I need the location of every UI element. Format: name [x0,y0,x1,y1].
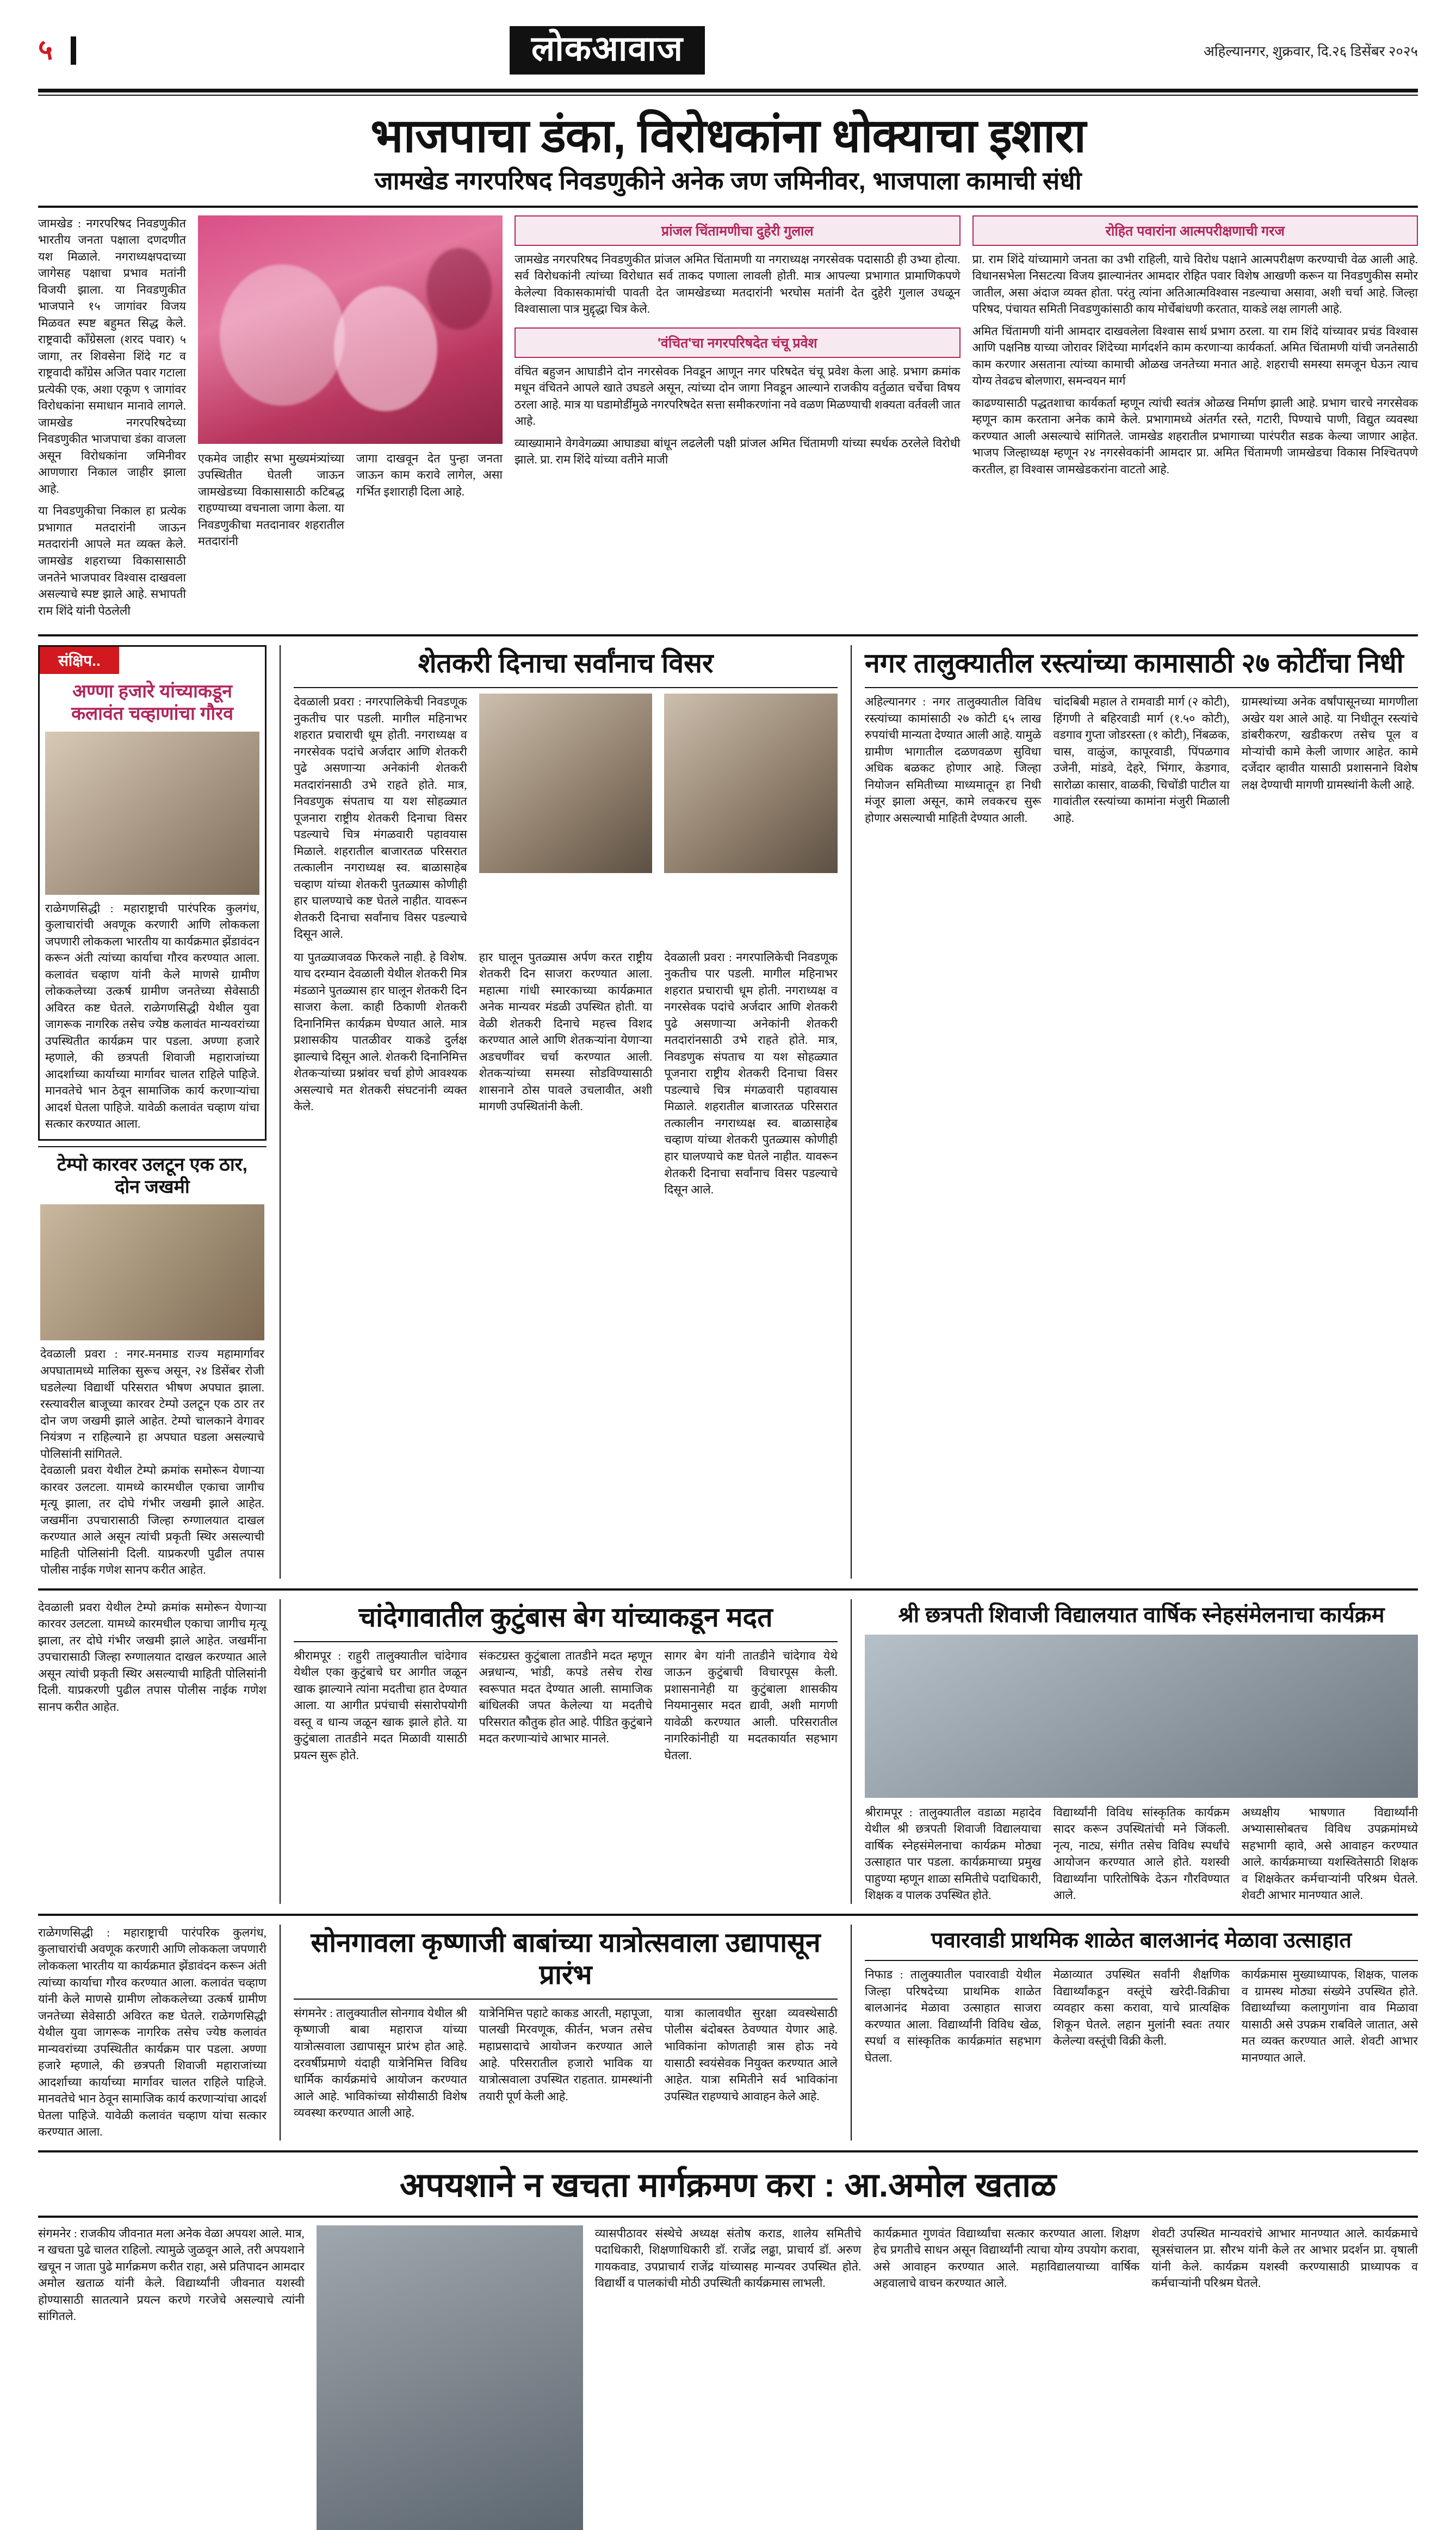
lead-column-1 [38,215,186,624]
lead-box-column-1 [515,215,961,624]
section-divider-2 [38,1588,1418,1591]
lead-subheadline: जामखेड नगरपरिषद निवडणुकीने अनेक जण जमिनीवर, भाजपाला कामाची संधी [374,166,1082,195]
pawarwadi-headline: पवारवाडी प्राथमिक शाळेत बालआनंद मेळावा उत्साहात [931,1928,1352,1952]
masthead-rule-thin [38,95,1418,96]
krishnaji-col-1: संगमनेर : तालुक्यातील सोनगाव येथील श्री कृष्णाजी बाबा महाराज यांच्या यात्रोत्सवाला उद्यापासून प्रारंभ होत आहे. दरवर्षीप्रमाणे यंदाही यात्रेनिमित्त विविध धार्मिक कार्यक्रमांचे आयोजन करण्यात आले आहे. भाविकांच्या सोयीसाठी विशेष व्यवस्था करण्यात आली आहे. [294,2006,467,2120]
shivaji-school-col-3: अध्यक्षीय भाषणात विद्यार्थ्यांनी अभ्यासासोबतच विविध उपक्रमांमध्ये सहभागी व्हावे, असे आवाहन करण्यात आले. कार्यक्रमाच्या यशस्वितेसाठी शिक्षक व शिक्षकेतर कर्मचाऱ्यांनी परिश्रम घेतले. शेवटी आभार मानण्यात आले. [1241,1805,1418,1902]
lead-article [38,215,1418,624]
brief-tag: संक्षिप.. [40,647,119,674]
bottom-col-1: संगमनेर : राजकीय जीवनात मला अनेक वेळा अपयश आले. मात्र, न खचता पुढे चालत राहिलो. त्यामुळे जुळवून आले, तरी अपयशाने खचून न जाता पुढे मार्गक्रमण करीत राहा, असे प्रतिपादन आमदार अमोल खताळ यांनी केले. विद्यार्थ्यांनी जीवनात यशस्वी होण्यासाठी सातत्याने प्रयत्न करणे गरजेचे असल्याचे त्यांनी सांगितले. [38,2226,305,2323]
brief-body-continued: देवळाली प्रवरा येथील टेम्पो क्रमांक समोरून येणाऱ्या कारवर उलटला. यामध्ये कारमधील एकाचा जागीच मृत्यू झाला, तर दोघे गंभीर जखमी झाले आहेत. जखमींना उपचारासाठी जिल्हा रुग्णालयात दाखल करण्यात आले असून त्यांची प्रकृती स्थिर असल्याची माहिती पोलिसांनी दिली. याप्रकरणी पुढील तपास पोलीस नाईक गणेश सानप करीत आहेत. [38,1600,267,1714]
box-headline-rohit: रोहित पवारांना आत्मपरीक्षणाची गरज [972,215,1418,246]
road-fund-rule [865,687,1418,688]
brief-divider [38,1146,267,1147]
column-rule-4 [851,1599,852,1904]
lead-col1-para1: जामखेड : नगरपरिषद निवडणुकीत भारतीय जनता पक्षाला दणदणीत यश मिळाले. नगराध्यक्षपदाच्या जागेसह पक्षाचा प्रभाव मतांनी विजयी झाला. या निवडणुकीत भाजपाने १५ जागांवर विजय मिळवत स्पष्ट बहुमत सिद्ध केले. राष्ट्रवादी काँग्रेसला (शरद पवार) ५ जागा, तर शिवसेना शिंदे गट व राष्ट्रवादी काँग्रेस अजित पवार गटाला प्रत्येकी एक, अशा एकूण ९ जागांवर विरोधकांना समाधान मानावे लागले. जामखेड नगरपरिषदेच्या निवडणुकीत भाजपाचा डंका वाजला असून विरोधकांना जमिनीवर आणणारा निकाल जाहीर झाला आहे. [38,216,186,496]
lead-headline: भाजपाचा डंका, विरोधकांना धोक्याचा इशारा [370,110,1086,163]
column-rule-6 [851,1925,852,2141]
road-fund-article [865,645,1418,1579]
shivaji-school-headline: श्री छत्रपती शिवाजी विद्यालयात वार्षिक स्नेहसंमेलनाचा कार्यक्रम [898,1603,1385,1627]
farmer-day-col-1: देवळाली प्रवरा : नगरपालिकेची निवडणूक नुकतीच पार पडली. मागील महिनाभर शहरात प्रचाराची धूम होती. नगराध्यक्ष व नगरसेवक पदांचे अर्जदार आणि शेतकरी पुढे असणाऱ्या अनेकांनी शेतकरी मतदारांनसाठी उभे राहते होते. मात्र, निवडणुक संपताच या यश सोहळ्यात पूजनारा राष्ट्रीय शेतकरी दिनाचा विसर पडल्याचे चित्र मंगळवारी पहावयास मिळाले. शहरातील बाजारतळ परिसरात तत्कालीन नगराध्यक्ष स्व. बाळासाहेब चव्हाण यांच्या शेतकरी पुतळ्यास कोणीही हार घालण्याचे कष्ट घेतले नाहीत. यावरून शेतकरी दिनाचा सर्वांनाच विसर पडल्याचे दिसून आले. [294,695,467,941]
box-body-vanchit-2: व्याख्यामाने वेगवेगळ्या आघाड्या बांधून लढलेली पक्षी प्रांजल अमित चिंतामणी यांच्या स्पर्धक ठरलेले विरोधी झाले. प्रा. राम शिंदे यांच्या वतीने माजी [515,436,961,467]
farmer-day-article [294,645,838,1579]
section-divider-4 [38,2150,1418,2152]
mid-zone-2 [38,1599,1418,1904]
krishnaji-headline: सोनगावला कृष्णाजी बाबांच्या यात्रोत्सवाला उद्यापासून प्रारंभ [311,1927,821,1990]
bottom-col-4: शेवटी उपस्थित मान्यवरांचे आभार मानण्यात आले. कार्यक्रमाचे सूत्रसंचालन प्रा. सौरभ यांनी केले तर आभार प्रदर्शन प्रा. वृषाली यांनी केले. कार्यक्रम यशस्वी करण्यासाठी प्राध्यापक व कर्मचाऱ्यांनी परिश्रम घेतले. [1151,2226,1418,2290]
lead-box-column-2 [972,215,1418,624]
column-rule-2 [851,645,852,1579]
box-body-vanchit: वंचित बहुजन आघाडीने दोन नगरसेवक निवडून आणून नगर परिषदेत चंचू प्रवेश केला आहे. प्रभाग क्रमांक मधून वंचितने आपले खाते उघडले असून, त्यांच्या दोन जागा निवडून आल्याने राजकीय वर्तुळात चर्चेचा विषय ठरला आहे. मात्र या घडामोडींमुळे नगरपरिषदेत सत्ता समीकरणांना नवे वळण मिळण्याची शक्यता वर्तवली जात आहे. [515,364,961,428]
column-rule-3 [280,1599,281,1904]
krishnaji-col-3: यात्रा कालावधीत सुरक्षा व्यवस्थेसाठी पोलीस बंदोबस्त ठेवण्यात येणार आहे. भाविकांना कोणताही त्रास होऊ नये यासाठी स्वयंसेवक नियुक्त करण्यात आले आहेत. यात्रा समितीने सर्व भाविकांना उपस्थित राहण्याचे आवाहन केले आहे. [664,2006,838,2103]
farmer-day-col-4: देवळाली प्रवरा : नगरपालिकेची निवडणूक नुकतीच पार पडली. मागील महिनाभर शहरात प्रचाराची धूम होती. नगराध्यक्ष व नगरसेवक पदांचे अर्जदार आणि शेतकरी पुढे असणाऱ्या अनेकांनी शेतकरी मतदारांनसाठी उभे राहते होते. मात्र, निवडणुक संपताच या यश सोहळ्यात पूजनारा राष्ट्रीय शेतकरी दिनाचा विसर पडल्याचे चित्र मंगळवारी पहावयास मिळाले. शहरातील बाजारतळ परिसरात तत्कालीन नगराध्यक्ष स्व. बाळासाहेब चव्हाण यांच्या शेतकरी पुतळ्यास कोणीही हार घालण्याचे कष्ट घेतले नाहीत. यावरून शेतकरी दिनाचा सर्वांनाच विसर पडल्याचे दिसून आले. [664,950,838,1197]
farmer-day-photo [479,694,653,873]
farmer-day-rule [294,687,838,688]
box-headline-pranjal: प्रांजल चिंतामणीचा दुहेरी गुलाल [515,215,961,246]
brief-body-anna: राळेगणसिद्धी : महाराष्ट्राची पारंपरिक कुलगंध, कुलाचारांची अवणूक करणारी आणि लोककला जपणारी लोककला भारतीय या कार्यक्रमात झेंडावंदन करून अंती त्यांच्या कार्याचा गौरव करण्यात आला. कलावंत चव्हाण यांनी केले माणसे ग्रामीण लोककलेच्या उत्कर्ष ग्रामीण जनतेच्या सेवेसाठी अविरत कष्ट घेतले. राळेगणसिद्धी येथील युवा जागरूक नागरिक तसेच ज्येष्ठ कलावंत मान्यवरांच्या उपस्थितीत कार्यक्रम पार पडला. अण्णा हजारे म्हणाले, की छत्रपती शिवाजी महाराजांच्या आदर्शाच्या कार्याच्या मार्गावर चालत राहिले पाहिजे. मानवतेचे भान ठेवून सामाजिक कार्य करणाऱ्यांचा आदर्श घेतला पाहिजे. यावेळी कलावंत चव्हाण यांचा सत्कार करण्यात आला. [45,901,259,1131]
farmer-day-photo-2 [664,694,838,873]
bag-help-article [294,1599,838,1904]
farmer-day-photo-wrap [479,694,653,943]
shivaji-school-col-1: श्रीरामपूर : तालुक्यातील वडाळा महादेव येथील श्री छत्रपती शिवाजी विद्यालयाचा वार्षिक स्नेहसंमेलनाचा कार्यक्रम मोठ्या उत्साहात पार पडला. कार्यक्रमाच्या प्रमुख पाहुण्या म्हणून शाळा समितीचे पदाधिकारी, शिक्षक व पालक उपस्थित होते. [865,1805,1042,1902]
box-body-rohit-2: अमित चिंतामणी यांनी आमदार दाखवलेला विश्वास सार्थ प्रभाग ठरला. या राम शिंदे यांच्यावर प्रचंड विश्वास आणि पक्षनिष्ठ याच्या जोरावर शिंदेच्या मार्गदर्शने काम करणाऱ्या कार्यकर्ता. अमित चिंतामणी यांची जनतेसाठी काम करणार असताना त्यांच्या कामाची ओळख जनतेच्या मनात आहे. शहराची समस्या समजून घेऊन त्याच योग्य तेवढच बोलणारा, समन्वयन मार्ग [972,324,1418,388]
bag-help-rule [294,1641,838,1642]
pawarwadi-article [865,1925,1418,2141]
brief-photo-anna [45,732,259,895]
pawarwadi-rule [865,1960,1418,1961]
section-divider-1 [38,634,1418,636]
farmer-day-col-3: हार घालून पुतळ्यास अर्पण करत राष्ट्रीय शेतकरी दिन साजरा करण्यात आला. महात्मा गांधी स्मारकाच्या कार्यक्रमात अनेक मान्यवर मंडळी उपस्थित होती. या वेळी शेतकरी दिनाचे महत्त्व विशद करण्यात आले आणि शेतकऱ्यांना येणाऱ्या अडचणींवर चर्चा करण्यात आली. शेतकऱ्यांच्या समस्या सोडविण्यासाठी शासनाने ठोस पावले उचलावीत, अशी मागणी उपस्थितांनी केली. [479,950,653,1114]
brief-column-continued [38,1599,267,1904]
lead-boxes [515,215,1418,624]
bottom-feature-photo [317,2225,583,2530]
page-number: ५ [38,36,76,65]
box-body-rohit-3: काढण्यासाठी पद्धतशाचा कार्यकर्ता म्हणून त्यांची स्वतंत्र ओळख निर्माण झाली आहे. प्रभाग चारचे नगरसेवक म्हणून काम करताना अनेक कामे केले. प्रभागामध्ये अंतर्गत रस्ते, गटारी, पिण्याचे पाणी, विद्युत व्यवस्था करण्यात आली असल्याचे सांगितले. जामखेड शहरातील प्रभागाच्या पारंपरीत सडक केल्या जाणार आहेत. भाजप जिल्हाध्यक्ष म्हणून २४ नगरसेवकांनी आमदार प्रा. अमित चिंतामणी जामखेडचा विकास निश्चितपणे करतील, हा विश्वास जामखेडकरांना वाटतो आहे. [972,396,1418,476]
mid-zone [38,645,1418,1579]
box-body-pranjal: जामखेड नगरपरिषद निवडणुकीत प्रांजल अमित चिंतामणी या नगराध्यक्ष नगरसेवक पदासाठी ही उभ्या होत्या. सर्व विरोधकांनी त्यांच्या विरोधात सर्व ताकद पणाला लावली होती. मात्र आपल्या प्रभागात प्रामाणिकपणे केलेल्या विकासकामांची पावती देत जामखेडच्या मतदारांनी भरघोस मतांनी देत दुहेरी गुलाल उधळून विश्वासाला पात्र मुद्दृद्धा चित्र केले. [515,252,961,316]
column-rule-5 [280,1925,281,2141]
bottom-col-3: कार्यक्रमात गुणवंत विद्यार्थ्यांचा सत्कार करण्यात आला. शिक्षण हेच प्रगतीचे साधन असून विद्यार्थ्यांनी त्याचा योग्य उपयोग करावा, असे आवाहन करण्यात आले. महाविद्यालयाच्या वार्षिक अहवालाचे वाचन करण्यात आले. [873,2226,1140,2290]
bag-help-col-1: श्रीरामपूर : राहुरी तालुक्यातील चांदेगाव येथील एका कुटुंबाचे घर आगीत जळून खाक झाल्याने त्यांना मदतीचा हात देण्यात आला. या आगीत प्रपंचाची संसारोपयोगी वस्तू व धान्य जळून खाक झाले होते. या कुटुंबाला तातडीने मदत मिळावी यासाठी प्रयत्न सुरू होते. [294,1649,467,1762]
pawarwadi-col-3: कार्यक्रमास मुख्याध्यापक, शिक्षक, पालक व ग्रामस्थ मोठ्या संख्येने उपस्थित होते. विद्यार्थ्यांच्या कलागुणांना वाव मिळावा यासाठी असे उपक्रम राबविले जातात, असे मत व्यक्त करण्यात आले. शेवटी आभार मानण्यात आले. [1241,1968,1418,2064]
lower-brief-body: राळेगणसिद्धी : महाराष्ट्राची पारंपरिक कुलगंध, कुलाचारांची अवणूक करणारी आणि लोककला जपणारी लोककला भारतीय या कार्यक्रमात झेंडावंदन करून अंती त्यांच्या कार्याचा गौरव करण्यात आला. कलावंत चव्हाण यांनी केले माणसे ग्रामीण लोककलेच्या उत्कर्ष ग्रामीण जनतेच्या सेवेसाठी अविरत कष्ट घेतले. राळेगणसिद्धी येथील युवा जागरूक नागरिक तसेच ज्येष्ठ कलावंत मान्यवरांच्या उपस्थितीत कार्यक्रम पार पडला. अण्णा हजारे म्हणाले, की छत्रपती शिवाजी महाराजांच्या आदर्शाच्या कार्याच्या मार्गावर चालत राहिले पाहिजे. मानवतेचे भान ठेवून सामाजिक कार्य करणाऱ्यांचा आदर्श घेतला पाहिजे. यावेळी कलावंत चव्हाण यांचा सत्कार करण्यात आला. [38,1926,267,2139]
masthead-rule [38,89,1418,92]
krishnaji-rule [294,1999,838,2000]
box-body-rohit: प्रा. राम शिंदे यांच्यामागे जनता का उभी राहिली, याचे विरोध पक्षाने आत्मपरीक्षण करण्याची वेळ आली आहे. विधानसभेला निसटत्या विजय झाल्यानंतर आमदार रोहित पवार विशेष आखणी करून या निवडणुकीस समोर जातील, असा अंदाज व्यक्त होता. परंतु त्यांना अतिआत्मविश्वास नडल्याचा असावा, अशी चर्चा आहे. जिल्हा परिषद, पंचायत समिती निवडणुकांसाठी काय मोर्चेबांधणी करतात, याकडे लक्ष लागली आहे. [972,252,1418,316]
krishnaji-col-2: यात्रेनिमित्त पहाटे काकड आरती, महापूजा, पालखी मिरवणूक, कीर्तन, भजन तसेच महाप्रसादाचे आयोजन करण्यात आले आहे. परिसरातील हजारो भाविक या यात्रोत्सवाला उपस्थित राहतात. ग्रामस्थांनी तयारी पूर्ण केली आहे. [479,2006,653,2103]
lead-photo-column [198,215,503,624]
bottom-feature-body [38,2225,1418,2530]
bottom-col-2: व्यासपीठावर संस्थेचे अध्यक्ष संतोष कराड, शालेय समितीचे पदाधिकारी, शिक्षणाधिकारी डॉ. राजेंद्र लढ्ढा, प्राचार्य डॉ. अरुण गायकवाड, उपप्राचार्य राजेंद्र यांच्यासह मान्यवर उपस्थित होते. विद्यार्थी व पालकांची मोठी उपस्थिती कार्यक्रमास लाभली. [594,2226,862,2290]
bottom-feature-headline: अपयशाने न खचता मार्गक्रमण करा : आ.अमोल खताळ [399,2166,1057,2204]
farmer-day-headline: शेतकरी दिनाचा सर्वांनाच विसर [418,648,714,679]
road-fund-headline: नगर तालुक्यातील रस्त्यांच्या कामासाठी २७ कोटींचा निधी [865,648,1404,679]
pawarwadi-col-1: निफाड : तालुक्यातील पवारवाडी येथील जिल्हा परिषदेच्या प्राथमिक शाळेत बालआनंद मेळावा उत्साहात साजरा करण्यात आला. विद्यार्थ्यांनी विविध खेळ, स्पर्धा व सांस्कृतिक कार्यक्रमांत सहभाग घेतला. [865,1968,1042,2064]
shivaji-school-col-2: विद्यार्थ्यांनी विविध सांस्कृतिक कार्यक्रम सादर करून उपस्थितांची मने जिंकली. नृत्य, नाट्य, संगीत तसेच विविध स्पर्धांचे आयोजन करण्यात आले होते. यशस्वी विद्यार्थ्यांना पारितोषिके देऊन गौरविण्यात आले. [1053,1805,1230,1902]
shivaji-school-article [865,1599,1418,1904]
section-divider-3 [38,1914,1418,1916]
road-fund-col-3: ग्रामस्थांच्या अनेक वर्षांपासूनच्या मागणीला अखेर यश आले आहे. या निधीतून रस्त्यांचे डांबरीकरण, खडीकरण तसेच पूल व मोऱ्यांची कामे केली जाणार आहेत. कामे दर्जेदार व्हावीत यासाठी प्रशासनाने विशेष लक्ष देण्याची मागणी ग्रामस्थांनी केली आहे. [1241,695,1418,791]
box-headline-vanchit: 'वंचित'चा नगरपरिषदेत चंचू प्रवेश [515,327,961,358]
lower-zone [38,1925,1418,2141]
bag-help-headline: चांदेगावातील कुटुंबास बेग यांच्याकडून मदत [358,1601,773,1632]
lead-photo-caption-1: एकमेव जाहीर सभा मुख्यमंत्र्यांच्या उपस्थितीत घेतली जाऊन जामखेडच्या विकासासाठी कटिबद्ध राहण्याच्या वचनाला जागा केला. या निवडणुकीचा मतदानावर शहरातील मतदारांनी [198,451,344,548]
brief-headline-anna: अण्णा हजारे यांच्याकडून कलावंत चव्हाणांचा गौरव [71,681,233,724]
brief-box [38,645,267,1141]
farmer-day-photo-wrap-2 [664,694,838,943]
farmer-day-col-2: या पुतळ्याजवळ फिरकले नाही. हे विशेष. याच दरम्यान देवळाली येथील शेतकरी मित्र मंडळाने पुतळ्यास हार घालून शेतकरी दिन साजरा केला. काही ठिकाणी शेतकरी दिनानिमित्त कार्यक्रम घेण्यात आले. मात्र प्रशासकीय पातळीवर याकडे दुर्लक्ष झाल्याचे दिसून आले. शेतकरी दिनानिमित्त शेतकऱ्यांच्या प्रश्नांवर चर्चा होणे आवश्यक असल्याचे मत शेतकरी संघटनांनी व्यक्त केले. [294,950,467,1114]
krishnaji-article [294,1925,838,2141]
lead-photo-caption-2: जागा दाखवून देत पुन्हा जनता जाऊन काम करावे लागेल, असा गर्भित इशाराही दिला आहे. [356,451,503,498]
pawarwadi-col-2: मेळाव्यात उपस्थित सर्वांनी शैक्षणिक विद्यार्थ्यांकडून वस्तूंचे खरेदी-विक्रीचा व्यवहार कसा करावा, याचे प्रात्यक्षिक शिकून घेतले. लहान मुलांनी स्वतः तयार केलेल्या वस्तूंची विक्री केली. [1053,1968,1230,2048]
column-rule-1 [280,645,281,1579]
masthead [38,0,1418,89]
road-fund-col-2: चांदबिबी महाल ते रामवाडी मार्ग (२ कोटी), हिंगणी ते बहिरवाडी मार्ग (१.५० कोटी), वडगाव गुप्ता जोडरस्ता (१ कोटी), निंबळक, चास, वाळुंज, कापूरवाडी, पिंपळगाव उजेनी, मांडवे, देहरे, भिंगार, केडगाव, सारोळा कासार, वाळकी, चिचोंडी पाटील या गावांतील रस्त्यांच्या कामांना मंजुरी मिळाली आहे. [1053,695,1230,825]
photo-figure-2 [334,286,437,411]
lead-divider [38,206,1418,208]
bag-help-col-2: संकटग्रस्त कुटुंबाला तातडीने मदत म्हणून अन्नधान्य, भांडी, कपडे तसेच रोख स्वरूपात मदत देण्यात आली. सामाजिक बांधिलकी जपत केलेल्या या मदतीचे परिसरात कौतुक होत आहे. पीडित कुटुंबाने मदत करणाऱ्यांचे आभार मानले. [479,1649,653,1746]
brief-column [38,645,267,1579]
lead-photo [198,215,503,444]
bottom-feature-rule [38,2216,1418,2218]
brief-body-tempo: देवळाली प्रवरा : नगर-मनमाड राज्य महामार्गावर अपघातामध्ये मालिका सुरूच असून, २४ डिसेंबर रोजी घडलेल्या विद्यार्थी परिसरात भीषण अपघात झाला. रस्त्यावरील बाजूच्या कारवर टेम्पो उलटून एक ठार तर दोन जण जखमी झाले आहेत. टेम्पो चालकाने वेगावर नियंत्रण न राहिल्याने हा अपघात घडला असल्याचे पोलिसांनी सांगितले. [40,1347,264,1461]
lead-col1-para2: या निवडणुकीचा निकाल हा प्रत्येक प्रभागात मतदारांनी जाऊन मतदारांनी आपले मत व्यक्त केले. जामखेड शहराच्या विकासासाठी जनतेने भाजपावर विश्वास दाखवला असल्याचे स्पष्ट झाले आहे. सभापती राम शिंदे यांनी पेठलेली [38,504,186,617]
photo-figure-3 [426,248,492,330]
issue-date-line: अहिल्यानगर, शुक्रवार, दि.२६ डिसेंबर २०२५ [1203,43,1418,59]
shivaji-school-photo [865,1635,1418,1798]
brief-headline-tempo: टेम्पो कारवर उलटून एक ठार, दोन जखमी [57,1154,248,1197]
lower-brief-column [38,1925,267,2141]
road-fund-col-1: अहिल्यानगर : नगर तालुक्यातील विविध रस्त्यांच्या कामांसाठी २७ कोटी ६५ लाख रुपयांची मान्यता देण्यात आली आहे. यामुळे ग्रामीण भागातील दळणवळण सुविधा अधिक बळकट होणार आहे. जिल्हा नियोजन समितीच्या माध्यमातून हा निधी मंजूर झाला असून, कामे लवकरच सुरू होणार असल्याची माहिती देण्यात आली. [865,695,1042,825]
bottom-photo-wrap [317,2225,583,2530]
bag-help-col-3: सागर बेग यांनी तातडीने चांदेगाव येथे जाऊन कुटुंबाची विचारपूस केली. प्रशासनानेही या कुटुंबाला शासकीय नियमानुसार मदत द्यावी, अशी मागणी यावेळी करण्यात आली. परिसरातील नागरिकांनीही या मदतकार्यात सहभाग घेतला. [664,1649,838,1762]
brief-photo-tempo [40,1204,264,1340]
brief-body-tempo-2: देवळाली प्रवरा येथील टेम्पो क्रमांक समोरून येणाऱ्या कारवर उलटला. यामध्ये कारमधील एकाचा जागीच मृत्यू झाला, तर दोघे गंभीर जखमी झाले आहेत. जखमींना उपचारासाठी जिल्हा रुग्णालयात दाखल करण्यात आले असून त्यांची प्रकृती स्थिर असल्याची माहिती पोलिसांनी दिली. याप्रकरणी पुढील तपास पोलीस नाईक गणेश सानप करीत आहेत. [40,1464,264,1577]
newspaper-nameplate: लोकआवाज [510,26,705,75]
bottom-feature [38,2161,1418,2530]
photo-figure-1 [220,264,345,406]
